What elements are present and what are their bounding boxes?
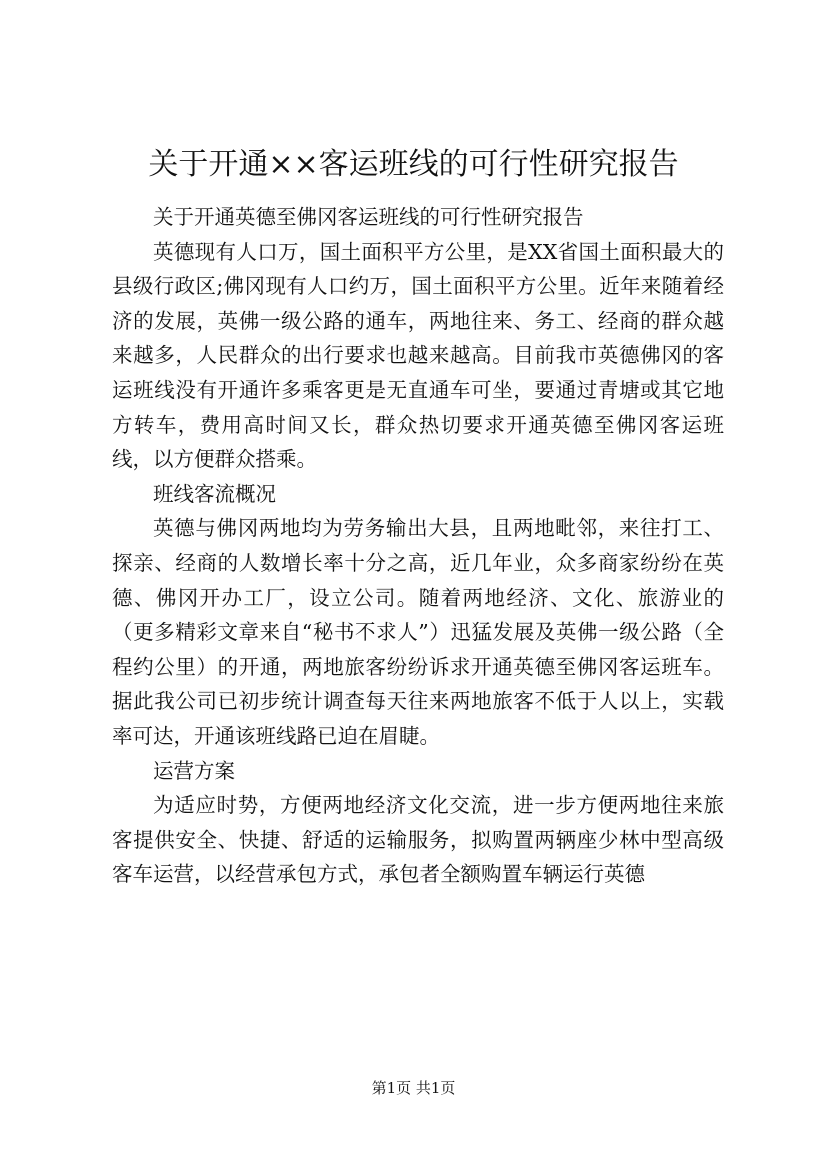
document-body	[112, 200, 724, 892]
body-paragraph: 为适应时势，方便两地经济文化交流，进一步方便两地往来旅客提供安全、快捷、舒适的运输服务，拟购置两辆座少林中型高级客车运营，以经营承包方式，承包者全额购置车辆运行英德	[112, 793, 724, 887]
document-title: 关于开通××客运班线的可行性研究报告	[148, 147, 679, 182]
body-paragraph: 英德与佛冈两地均为劳务输出大县，且两地毗邻，来往打工、探亲、经商的人数增长率十分之高，近几年业，众多商家纷纷在英德、佛冈开办工厂，设立公司。随着两地经济、文化、旅游业的（更多精彩文章来自“秘书不求人”）迅猛发展及英佛一级公路（全程约公里）的开通，两地旅客纷纷诉求开通英德至佛冈客运班车。据此我公司已初步统计调查每天往来两地旅客不低于人以上，实载率可达，开通该班线路已迫在眉睫。	[112, 516, 724, 748]
subtitle-paragraph: 关于开通英德至佛冈客运班线的可行性研究报告	[153, 205, 584, 229]
section-heading: 运营方案	[153, 758, 235, 783]
page-footer: 第1页 共1页	[371, 1079, 456, 1097]
body-paragraph: 英德现有人口万，国土面积平方公里，是XX省国土面积最大的县级行政区;佛冈现有人口约万，国土面积平方公里。近年来随着经济的发展，英佛一级公路的通车，两地往来、务工、经商的群众越来越多，人民群众的出行要求也越来越高。目前我市英德佛冈的客运班线没有开通许多乘客更是无直通车可坐，要通过青塘或其它地方转车，费用高时间又长，群众热切要求开通英德至佛冈客运班线，以方便群众搭乘。	[112, 239, 724, 472]
section-heading: 班线客流概况	[153, 481, 276, 506]
